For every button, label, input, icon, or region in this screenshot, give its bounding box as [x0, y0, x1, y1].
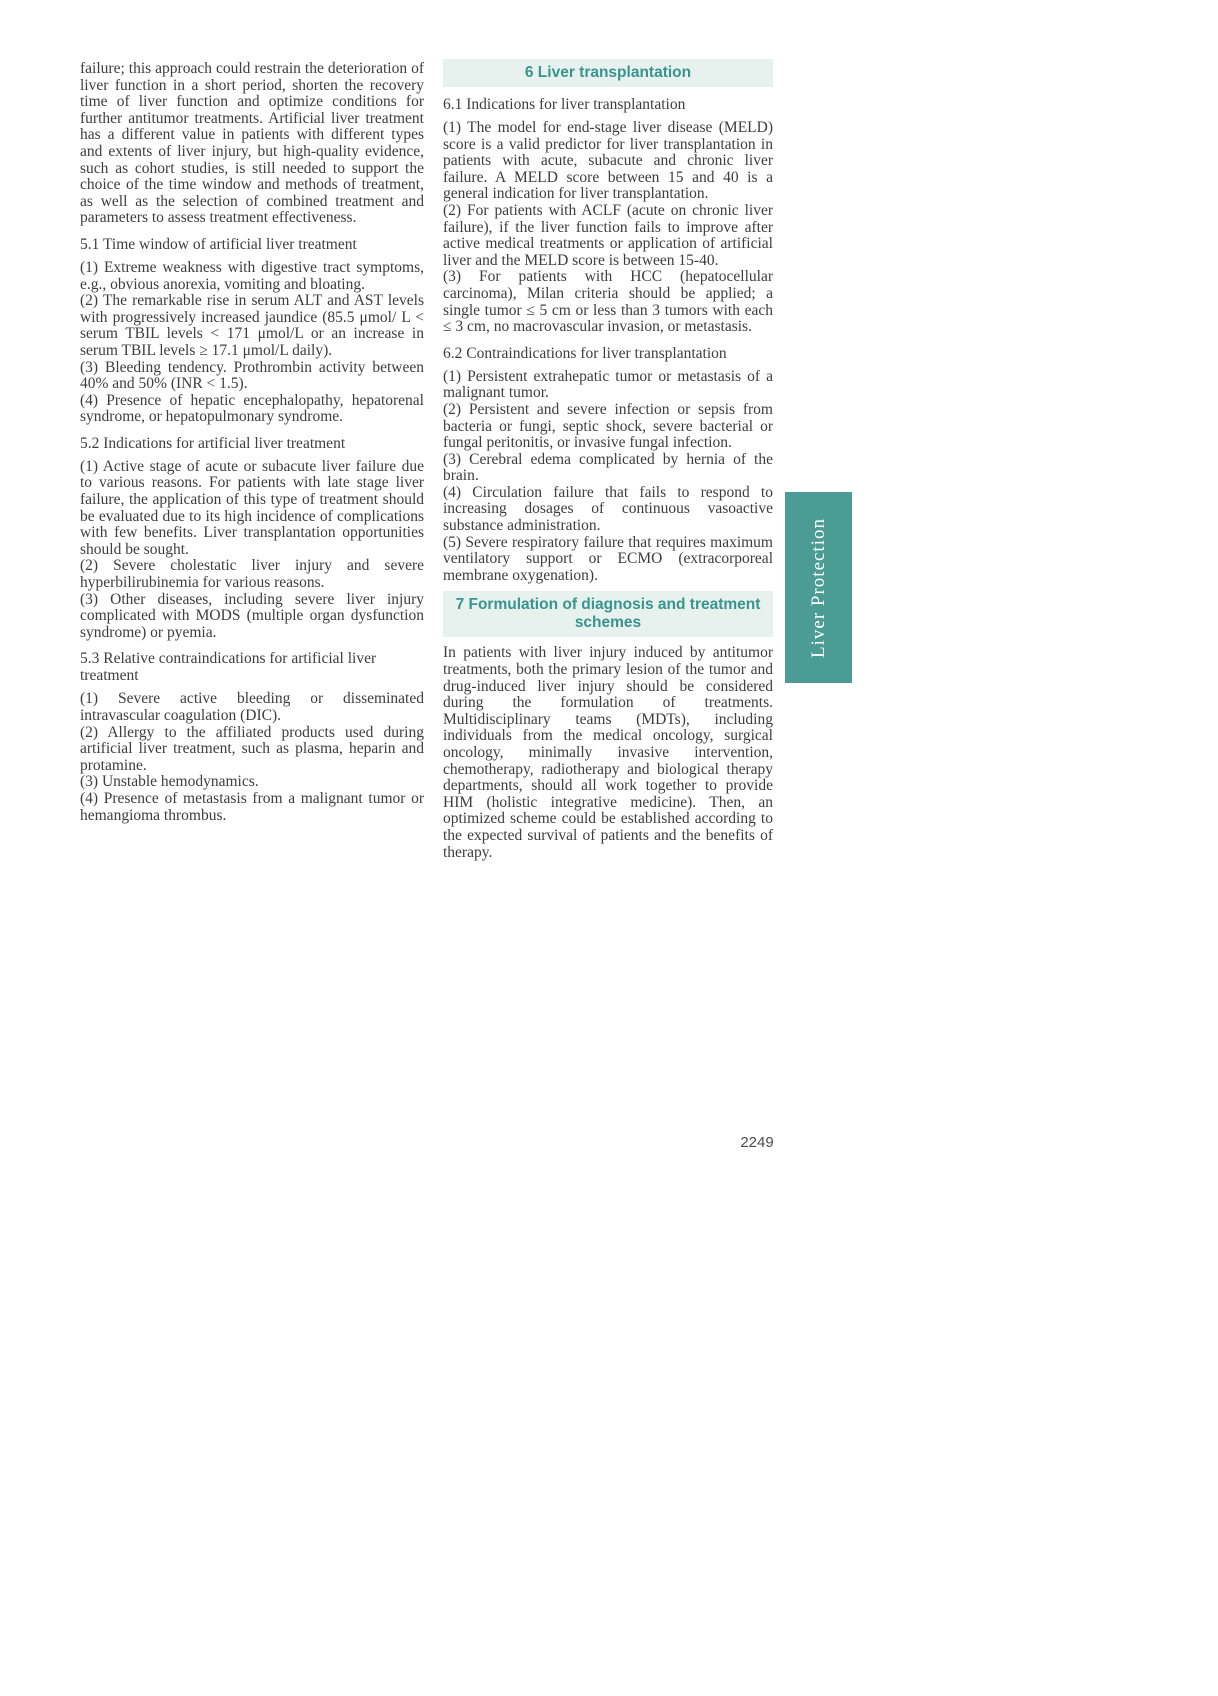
list-item: (2) Persistent and severe infection or sepsis from bacteria or fungi, septic shock, severe bacterial or fungal peritonitis, or invasive fungal infection.	[443, 400, 773, 452]
section-heading-6-1: 6.1 Indications for liver transplantation	[443, 96, 686, 113]
list-item: (4) Circulation failure that fails to respond to increasing dosages of continuous vasoactive substance administration.	[443, 483, 773, 535]
list-item: (3) Bleeding tendency. Prothrombin activity between 40% and 50% (INR < 1.5).	[80, 358, 424, 393]
section-7-paragraph: In patients with liver injury induced by antitumor treatments, both the primary lesion of the tumor and drug-induced liver injury should be considered during the formulation of treatments. Multidisciplinary teams (MDTs), including individuals from the medical oncology, surgical oncology, minimally invasive intervention, chemotherapy, radiotherapy and biological therapy departments, should all work together to provide HIM (holistic integrative medicine). Then, an optimized scheme could be established according to the expected survival of patients and the benefits of therapy.	[443, 644, 773, 861]
list-item: (4) Presence of metastasis from a malignant tumor or hemangioma thrombus.	[80, 789, 424, 824]
list-item: (3) For patients with HCC (hepatocellular carcinoma), Milan criteria should be applied; a single tumor ≤ 5 cm or less than 3 tumors with each ≤ 3 cm, no macrovascular invasion, or metastasis.	[443, 268, 773, 336]
list-item: (1) Persistent extrahepatic tumor or metastasis of a malignant tumor.	[443, 367, 773, 402]
list-item: (4) Presence of hepatic encephalopathy, hepatorenal syndrome, or hepatopulmonary syndrome.	[80, 391, 424, 426]
list-item: (1) Extreme weakness with digestive tract symptoms, e.g., obvious anorexia, vomiting and bloating.	[80, 258, 424, 293]
section-heading-6-2: 6.2 Contraindications for liver transplantation	[443, 344, 727, 362]
page-number: 2249	[740, 1134, 774, 1151]
list-item: (2) The remarkable rise in serum ALT and AST levels with progressively increased jaundice (85.5 μmol/ L < serum TBIL levels < 171 μmol/L or an increase in serum TBIL levels ≥ 17.1 μmol/L daily).	[80, 292, 424, 359]
list-item: (1) The model for end-stage liver disease (MELD) score is a valid predictor for liver transplantation in patients with acute, subacute and chronic liver failure. A MELD score between 15 and 40 is a general indication for liver transplantation.	[443, 119, 773, 203]
section-heading-5-2: 5.2 Indications for artificial liver treatment	[80, 434, 346, 452]
section-banner-7: 7 Formulation of diagnosis and treatment schemes	[443, 591, 773, 637]
list-item: (2) Severe cholestatic liver injury and severe hyperbilirubinemia for various reasons.	[80, 557, 424, 592]
list-item: (2) For patients with ACLF (acute on chronic liver failure), if the liver function fails to improve after active medical treatments or application of artificial liver and the MELD score is between 15-40.	[443, 201, 773, 269]
list-item: (3) Cerebral edema complicated by hernia of the brain.	[443, 450, 773, 485]
list-item: (3) Other diseases, including severe liver injury complicated with MODS (multiple organ dysfunction syndrome) or pyemia.	[80, 590, 424, 641]
section-banner-6: 6 Liver transplantation	[443, 59, 773, 87]
section-heading-5-1: 5.1 Time window of artificial liver treatment	[80, 235, 357, 253]
chapter-side-tab-label: Liver Protection	[807, 517, 829, 658]
right-column	[443, 59, 773, 861]
list-item: (3) Unstable hemodynamics.	[80, 773, 259, 791]
left-column	[80, 61, 424, 824]
list-item: (1) Active stage of acute or subacute liver failure due to various reasons. For patients with late stage liver failure, the application of this type of treatment should be evaluated due to its high incidence of complications with few benefits. Liver transplantation opportunities should be sought.	[80, 457, 424, 558]
list-item: (2) Allergy to the affiliated products used during artificial liver treatment, such as plasma, heparin and protamine.	[80, 723, 424, 774]
list-item: (5) Severe respiratory failure that requires maximum ventilatory support or ECMO (extracorporeal membrane oxygenation).	[443, 533, 773, 584]
list-item: (1) Severe active bleeding or disseminated intravascular coagulation (DIC).	[80, 690, 424, 724]
intro-paragraph: failure; this approach could restrain the deterioration of liver function in a short period, shorten the recovery time of liver function and optimize conditions for further antitumor treatments. Artificial liver treatment has a different value in patients with different types and extents of liver injury, but high-quality evidence, such as cohort studies, is still needed to support the choice of the time window and methods of treatment, as well as the selection of combined treatment and parameters to assess treatment effectiveness.	[80, 60, 424, 227]
chapter-side-tab	[785, 492, 852, 683]
section-heading-5-3: 5.3 Relative contraindications for artificial liver treatment	[80, 650, 377, 685]
